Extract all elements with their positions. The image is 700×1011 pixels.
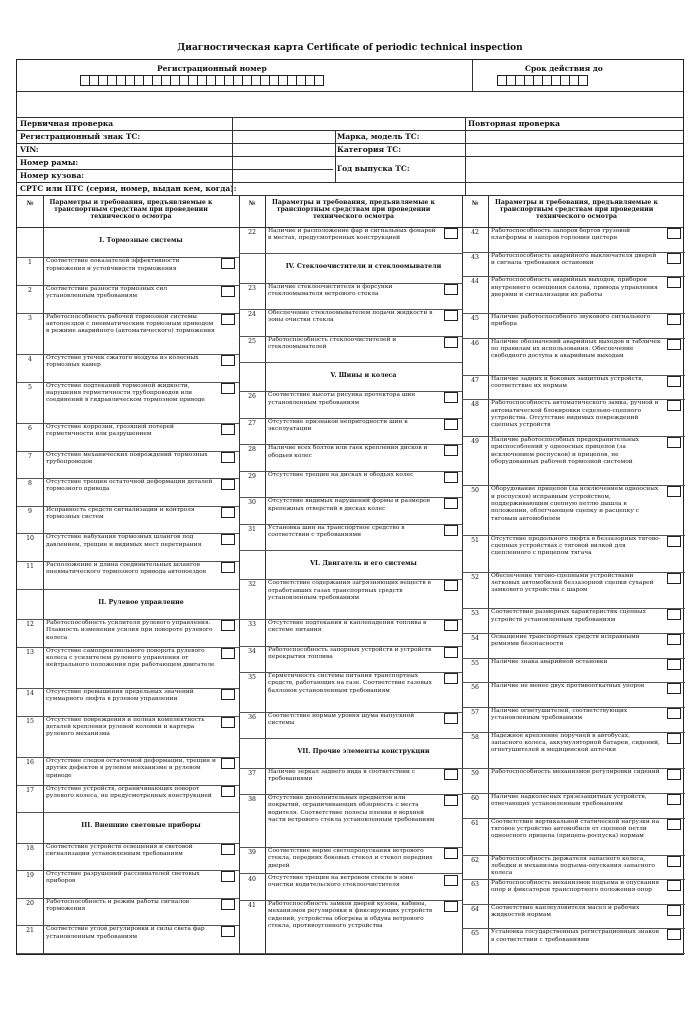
result-checkbox[interactable] xyxy=(667,905,681,916)
item-requirement: Работоспособность замков дверей кузова, кабины, механизмов регулировки и фиксирующих устройств сидений, устройства обогрева и обдува ветрового стекла, противоугонного устройства xyxy=(268,901,433,929)
column-number-header: № xyxy=(26,200,34,207)
result-checkbox[interactable] xyxy=(667,929,681,940)
item-requirement: Установка государственных регистрационных знаков в соответствии с требованиями xyxy=(491,929,659,943)
item-requirement: Отсутствие превышения предельных значений суммарного люфта в рулевом управлении xyxy=(46,688,194,703)
item-number: 49 xyxy=(471,438,479,446)
checklist-row xyxy=(462,338,685,375)
result-checkbox[interactable] xyxy=(444,647,458,658)
section-header xyxy=(239,550,462,579)
item-number: 33 xyxy=(248,621,256,629)
result-checkbox[interactable] xyxy=(667,634,681,645)
item-number: 4 xyxy=(28,355,32,363)
column-number-header: № xyxy=(471,200,479,207)
result-checkbox[interactable] xyxy=(221,786,235,797)
item-requirement: Отсутствие признаков непригодности шин к эксплуатации xyxy=(268,418,408,433)
item-number: 14 xyxy=(26,689,34,697)
item-requirement: Наличие стеклоочистителя и форсунки стеклоомывателя ветрового стекла xyxy=(268,283,393,297)
result-checkbox[interactable] xyxy=(444,228,458,239)
result-checkbox[interactable] xyxy=(444,713,458,724)
checklist-row xyxy=(462,399,685,436)
checklist-row xyxy=(239,283,462,309)
item-number: 46 xyxy=(471,339,479,347)
result-checkbox[interactable] xyxy=(221,258,235,269)
item-requirement: Работоспособность запоров бортов грузовой платформы и запоров горловин цистерн xyxy=(491,228,631,242)
section-title: VII. Прочие элементы конструкции xyxy=(297,747,430,755)
result-checkbox[interactable] xyxy=(444,769,458,780)
item-requirement: Установка шин на транспортное средство в соответствии с требованиями xyxy=(268,524,405,539)
result-checkbox[interactable] xyxy=(667,486,681,497)
item-number: 55 xyxy=(471,659,479,667)
item-number: 5 xyxy=(28,383,32,391)
column-number-header: № xyxy=(248,200,256,207)
item-number: 62 xyxy=(471,856,479,864)
checklist-row xyxy=(462,707,685,732)
result-checkbox[interactable] xyxy=(667,733,681,744)
result-checkbox[interactable] xyxy=(667,277,681,288)
checklist-row xyxy=(239,874,462,900)
checklist-row xyxy=(239,524,462,550)
item-number: 40 xyxy=(248,875,256,883)
item-number: 36 xyxy=(248,713,256,721)
checklist-row xyxy=(462,928,685,953)
result-checkbox[interactable] xyxy=(667,400,681,411)
item-number: 7 xyxy=(28,452,32,460)
result-checkbox[interactable] xyxy=(221,648,235,659)
item-requirement: Отсутствие видимых нарушений формы и размеров крепежных отверстий в дисках колес xyxy=(268,498,430,512)
section-header xyxy=(17,812,239,842)
item-requirement: Наличие зеркал заднего вида в соответствии с требованиями xyxy=(268,768,416,782)
result-checkbox[interactable] xyxy=(444,419,458,430)
inspection-form xyxy=(16,59,684,955)
checklist-row xyxy=(239,794,462,847)
item-requirement: Работоспособность аварийного выключателя дверей и сигнала требования остановки xyxy=(491,252,657,266)
item-number: 65 xyxy=(471,930,479,938)
result-checkbox[interactable] xyxy=(444,525,458,536)
result-checkbox[interactable] xyxy=(221,926,235,937)
checklist-row xyxy=(17,785,239,813)
result-checkbox[interactable] xyxy=(667,609,681,620)
result-checkbox[interactable] xyxy=(667,856,681,867)
item-requirement: Соответствие норме светопропускания ветрового стекла, передних боковых стекол и стекол передних дверей xyxy=(268,848,433,869)
section-header xyxy=(17,589,239,619)
item-number: 54 xyxy=(471,635,479,643)
item-requirement: Работоспособность автоматического замка, ручной и автоматической блокировки седельно-сцепного устройства. Отсутствие видимых повреждений сцепных устройств xyxy=(491,400,659,429)
item-requirement: Отсутствие устройств, ограничивающих поворот рулевого колеса, не предусмотренных конструкцией xyxy=(46,785,212,799)
item-number: 20 xyxy=(26,899,34,907)
checklist-row xyxy=(17,533,239,561)
item-number: 51 xyxy=(471,536,479,544)
result-checkbox[interactable] xyxy=(444,284,458,295)
item-number: 37 xyxy=(248,769,256,777)
checklist-row xyxy=(239,619,462,645)
item-requirement: Соответствие углов регулировки и силы света фар установленным требованиям xyxy=(46,926,205,940)
checklist-row xyxy=(462,768,685,793)
checklist-row xyxy=(17,451,239,479)
item-requirement: Соответствие показателей эффективности торможения и устойчивости торможения xyxy=(46,258,180,272)
item-number: 24 xyxy=(248,311,256,319)
item-requirement: Соответствие вертикальной статической нагрузки на тяговое устройство автомобиля от сцепной петли одноосного прицепа (прицепа-роспуска) нормам xyxy=(491,818,660,840)
vin-label: VIN: xyxy=(20,145,39,154)
item-requirement: Отсутствие трещин на дисках и ободьях колес xyxy=(268,471,414,478)
result-checkbox[interactable] xyxy=(667,573,681,584)
section-title: III. Внешние световые приборы xyxy=(81,822,201,830)
item-requirement: Наличие огнетушителей, соответствующих установленным требованиям xyxy=(491,707,628,722)
item-number: 1 xyxy=(28,259,32,267)
result-checkbox[interactable] xyxy=(667,769,681,780)
checklist-row xyxy=(17,506,239,534)
item-requirement: Герметичность системы питания транспортных средств, работающих на газе. Соответствие газовых баллонов установленным требованиям xyxy=(268,673,432,694)
item-requirement: Работоспособность стеклоочистителей и стеклоомывателей xyxy=(268,336,397,350)
checklist-row xyxy=(239,768,462,794)
checklist-row xyxy=(462,818,685,855)
result-checkbox[interactable] xyxy=(667,314,681,325)
checklist-row xyxy=(462,313,685,338)
item-number: 3 xyxy=(28,314,32,322)
item-requirement: Соответствие разности тормозных сил установленным требованиям xyxy=(46,285,168,300)
item-requirement: Соответствие размерных характеристик сцепных устройств установленным требованиям xyxy=(491,609,646,623)
section-header xyxy=(239,738,462,767)
item-number: 19 xyxy=(26,872,34,880)
result-checkbox[interactable] xyxy=(221,562,235,573)
item-requirement: Оснащение транспортных средств исправными ремнями безопасности xyxy=(491,634,640,648)
checklist-row xyxy=(462,658,685,683)
repeat-check-label: Повторная проверка xyxy=(468,119,560,128)
checklist-row xyxy=(17,478,239,506)
checklist-row xyxy=(239,227,462,253)
result-checkbox[interactable] xyxy=(221,507,235,518)
result-checkbox[interactable] xyxy=(444,445,458,456)
item-number: 15 xyxy=(26,717,34,725)
valid-until-label: Срок действия до xyxy=(525,64,603,73)
item-number: 60 xyxy=(471,795,479,803)
section-header xyxy=(239,362,462,391)
item-requirement: Исправность средств сигнализации и контроля тормозных систем xyxy=(46,506,195,521)
checklist-row xyxy=(462,904,685,929)
item-number: 52 xyxy=(471,573,479,581)
item-number: 35 xyxy=(248,674,256,682)
item-requirement: Работоспособность рабочей тормозной системы автопоездов с пневматическим тормозным приводом в режиме аварийного (автоматического) торможения xyxy=(46,313,215,335)
result-checkbox[interactable] xyxy=(444,392,458,403)
item-requirement: Отсутствие продольного люфта в беззазорных тягово-сцепных устройствах с тяговой вилкой для сцепленного с прицепом тягача xyxy=(491,535,661,557)
result-checkbox[interactable] xyxy=(667,228,681,239)
checklist-row xyxy=(239,646,462,672)
result-checkbox[interactable] xyxy=(221,758,235,769)
item-number: 53 xyxy=(471,610,479,618)
section-title: IV. Стеклоочистители и стеклоомыватели xyxy=(285,263,442,271)
section-header xyxy=(239,253,462,282)
item-number: 44 xyxy=(471,278,479,286)
checklist-row xyxy=(17,898,239,926)
item-requirement: Работоспособность механизмов регулировки сидений xyxy=(491,769,660,776)
item-number: 58 xyxy=(471,733,479,741)
result-checkbox[interactable] xyxy=(667,880,681,891)
result-checkbox[interactable] xyxy=(221,424,235,435)
checklist-row xyxy=(17,423,239,451)
reg-number-label: Регистрационный номер xyxy=(157,64,267,73)
item-requirement: Отсутствие разрушений рассеивателей световых приборов xyxy=(46,871,200,885)
item-number: 26 xyxy=(248,393,256,401)
item-requirement: Отсутствие следов остаточной деформации, трещин и других дефектов в рулевом механизме и рулевом приводе xyxy=(46,758,216,779)
result-checkbox[interactable] xyxy=(444,337,458,348)
checklist-row xyxy=(17,688,239,716)
item-number: 12 xyxy=(26,620,34,628)
item-number: 59 xyxy=(471,770,479,778)
checklist-row xyxy=(239,444,462,470)
result-checkbox[interactable] xyxy=(667,819,681,830)
item-requirement: Работоспособность и режим работы сигналов торможения xyxy=(46,898,190,913)
item-number: 16 xyxy=(26,759,34,766)
reg-digit-box-27[interactable] xyxy=(314,75,324,86)
section-title: VI. Двигатель и его системы xyxy=(310,559,417,567)
checklist-row xyxy=(239,847,462,873)
item-number: 27 xyxy=(248,419,256,427)
date-digit-box-10[interactable] xyxy=(578,75,588,86)
item-number: 21 xyxy=(26,927,34,935)
body-number-label: Номер кузова: xyxy=(20,171,85,180)
checklist-row xyxy=(239,471,462,497)
item-requirement: Наличие работоспособного звукового сигнального прибора xyxy=(491,314,651,328)
result-checkbox[interactable] xyxy=(444,498,458,509)
item-requirement: Отсутствие трещин на ветровом стекле в зоне очистки водительского стеклоочистителя xyxy=(268,874,414,888)
result-checkbox[interactable] xyxy=(667,708,681,719)
item-number: 42 xyxy=(471,229,479,236)
checklist-row xyxy=(462,793,685,818)
result-checkbox[interactable] xyxy=(221,452,235,463)
item-number: 18 xyxy=(26,844,34,852)
item-number: 28 xyxy=(248,446,256,454)
checklist-row xyxy=(17,354,239,382)
result-checkbox[interactable] xyxy=(444,901,458,912)
result-checkbox[interactable] xyxy=(444,310,458,321)
result-checkbox[interactable] xyxy=(444,848,458,859)
item-requirement: Наличие всех болтов или гаек крепления дисков и ободьев колес xyxy=(268,445,428,459)
section-header xyxy=(17,227,239,257)
result-checkbox[interactable] xyxy=(221,689,235,700)
item-requirement: Оборудование прицепов (за исключением одноосных и роспусков) исправным устройством, поддерживающим сцепную петлю дышла в положении, облегчающем сцепку и расцепку с тяговым автомобилем xyxy=(491,486,659,522)
result-checkbox[interactable] xyxy=(667,253,681,264)
checklist-row xyxy=(462,732,685,769)
checklist-row xyxy=(462,633,685,658)
item-number: 30 xyxy=(248,499,256,507)
checklist-row xyxy=(462,227,685,252)
result-checkbox[interactable] xyxy=(667,683,681,694)
checklist-row xyxy=(462,879,685,904)
checklist-row xyxy=(17,313,239,354)
result-checkbox[interactable] xyxy=(221,286,235,297)
item-number: 22 xyxy=(248,229,256,236)
item-requirement: Работоспособность механизмов подъема и опускания опор и фиксаторов транспортного положения опор xyxy=(491,880,660,894)
checklist-row xyxy=(239,309,462,335)
result-checkbox[interactable] xyxy=(221,355,235,366)
item-requirement: Наличие знака аварийной остановки xyxy=(491,658,608,665)
document-title: Диагностическая карта Certificate of periodic technical inspection xyxy=(177,43,523,53)
item-requirement: Соответствие устройств освещения и световой сигнализации установленным требованиям xyxy=(46,843,193,857)
item-number: 47 xyxy=(471,376,479,384)
checklist-row xyxy=(462,436,685,485)
item-number: 10 xyxy=(26,535,34,543)
item-requirement: Наличие работоспособных предохранительных приспособлений у одноосных прицепов (за исключением роспусков) и прицепов, не оборудованных рабочей тормозной системой xyxy=(491,437,640,466)
item-requirement: Отсутствие механических повреждений тормозных трубопроводов xyxy=(46,451,208,465)
item-number: 29 xyxy=(248,472,256,480)
checklist-row xyxy=(239,900,462,953)
checklist-row xyxy=(17,843,239,871)
section-title: I. Тормозные системы xyxy=(99,237,183,245)
item-requirement: Наличие задних и боковых защитных устройств, соответствие их нормам xyxy=(491,375,644,389)
result-checkbox[interactable] xyxy=(667,659,681,670)
result-checkbox[interactable] xyxy=(221,479,235,490)
checklist-row xyxy=(462,276,685,313)
checklist-row xyxy=(17,382,239,423)
checklist-row xyxy=(462,608,685,633)
result-checkbox[interactable] xyxy=(667,437,681,448)
item-requirement: Отсутствие самопроизвольного поворота рулевого колеса с усилителем рулевого управления от нейтрального положения при работающем двигателе xyxy=(46,647,215,669)
item-requirement: Обеспечение тягово-сцепными устройствами легковых автомобилей беззазорной сцепки сухарей замкового устройства с шаром xyxy=(491,572,654,594)
item-number: 50 xyxy=(471,487,479,495)
item-number: 8 xyxy=(28,480,32,488)
checklist-row xyxy=(17,285,239,313)
item-number: 2 xyxy=(28,286,32,294)
item-requirement: Надежное крепление поручней в автобусах, запасного колеса, аккумуляторной батареи, сидений, огнетушителей и медицинской аптечки xyxy=(491,732,660,754)
item-requirement: Наличие не менее двух противооткатных упоров xyxy=(491,683,645,690)
result-checkbox[interactable] xyxy=(221,871,235,882)
item-number: 48 xyxy=(471,401,479,409)
item-number: 64 xyxy=(471,905,479,913)
result-checkbox[interactable] xyxy=(444,472,458,483)
frame-number-label: Номер рамы: xyxy=(20,158,79,167)
checklist-row xyxy=(17,257,239,285)
result-checkbox[interactable] xyxy=(221,534,235,545)
item-number: 9 xyxy=(28,507,32,515)
checklist-row xyxy=(462,485,685,534)
checklist-row xyxy=(239,418,462,444)
item-number: 57 xyxy=(471,708,479,716)
checklist-row xyxy=(462,855,685,880)
checklist-row xyxy=(239,391,462,417)
item-requirement: Отсутствие утечек сжатого воздуха из колесных тормозных камер xyxy=(46,354,199,369)
result-checkbox[interactable] xyxy=(444,580,458,591)
checklist-row xyxy=(239,579,462,619)
item-number: 31 xyxy=(248,525,256,533)
checklist-row xyxy=(17,870,239,898)
item-requirement: Соответствие содержания загрязняющих веществ в отработавших газах транспортных средств установленным требованиям xyxy=(268,580,431,601)
category-label: Категория ТС: xyxy=(337,145,401,154)
checklist-row xyxy=(239,497,462,523)
item-number: 11 xyxy=(26,563,34,570)
section-title: V. Шины и колеса xyxy=(330,371,397,379)
item-requirement: Отсутствие дополнительных предметов или покрытий, ограничивающих обзорность с места водителя. Соответствие полосы пленки в верхней части ветрового стекла установленным требованиям xyxy=(268,795,435,823)
year-label: Год выпуска ТС: xyxy=(337,164,410,173)
column-params-header: Параметры и требования, предъявляемые к транспортным средствам при проведении технического осмотра xyxy=(495,199,658,220)
checklist-row xyxy=(462,572,685,609)
result-checkbox[interactable] xyxy=(221,899,235,910)
item-requirement: Соответствие высоты рисунка протектора шин установленным требованиям xyxy=(268,392,416,406)
item-number: 39 xyxy=(248,849,256,856)
make-model-label: Марка, модель ТС: xyxy=(337,132,420,141)
item-requirement: Отсутствие трещин остаточной деформации деталей тормозного привода xyxy=(46,479,213,493)
item-requirement: Отсутствие подтеканий тормозной жидкости, нарушения герметичности трубопроводов или соединений в гидравлическом тормозном приводе xyxy=(46,382,205,404)
checklist-row xyxy=(17,619,239,647)
column-params-header: Параметры и требования, предъявляемые к транспортным средствам при проведении технического осмотра xyxy=(49,199,213,220)
item-number: 56 xyxy=(471,684,479,692)
item-number: 34 xyxy=(248,647,256,655)
item-requirement: Работоспособность усилителя рулевого управления. Плавность изменения усилия при повороте рулевого колеса xyxy=(46,619,213,641)
item-number: 32 xyxy=(248,581,256,589)
item-requirement: Работоспособность запорных устройств и устройств перекрытия топлива xyxy=(268,646,432,660)
item-requirement: Соответствие нормам уровня шума выпускной системы xyxy=(268,712,415,727)
result-checkbox[interactable] xyxy=(667,794,681,805)
checklist-row xyxy=(239,712,462,738)
item-number: 63 xyxy=(471,881,479,889)
checklist-row xyxy=(17,561,239,589)
item-requirement: Отсутствие коррозии, грозящей потерей герметичности или разрушением xyxy=(46,423,174,438)
item-number: 45 xyxy=(471,315,479,323)
checklist-row xyxy=(17,757,239,785)
result-checkbox[interactable] xyxy=(444,875,458,886)
item-requirement: Работоспособность держателя запасного колеса, лебедки и механизма подъема-опускания запасного колеса xyxy=(491,855,655,877)
primary-check-label: Первичная проверка xyxy=(20,119,114,128)
item-number: 41 xyxy=(248,902,256,909)
column-params-header: Параметры и требования, предъявляемые к транспортным средствам при проведении технического осмотра xyxy=(272,199,435,220)
checklist-row xyxy=(17,647,239,688)
result-checkbox[interactable] xyxy=(221,844,235,855)
item-number: 13 xyxy=(26,648,34,656)
item-number: 25 xyxy=(248,337,256,345)
result-checkbox[interactable] xyxy=(221,383,235,394)
item-requirement: Наличие надколесных грязезащитных устройств, отвечающих установленным требованиям xyxy=(491,794,647,808)
result-checkbox[interactable] xyxy=(221,314,235,325)
item-requirement: Обеспечение стеклоомывателем подачи жидкости в зоны очистки стекла xyxy=(268,310,433,324)
result-checkbox[interactable] xyxy=(444,795,458,806)
reg-sign-label: Регистрационный знак ТС: xyxy=(20,132,141,141)
checklist-row xyxy=(462,682,685,707)
checklist-row xyxy=(462,535,685,572)
reg-number-boxes[interactable] xyxy=(80,75,323,86)
result-checkbox[interactable] xyxy=(667,339,681,350)
item-requirement: Соответствие каплеуловителя масел и рабочих жидкостей нормам xyxy=(491,904,640,919)
item-number: 38 xyxy=(248,796,256,804)
item-requirement: Расположение и длина соединительных шлангов пневматического тормозного привода автопоездов xyxy=(46,562,207,576)
result-checkbox[interactable] xyxy=(667,536,681,547)
item-requirement: Отсутствие подтекания и каплепадения топлива в системе питания xyxy=(268,620,427,634)
srts-label: СРТС или ПТС (серия, номер, выдан кем, когда): xyxy=(20,184,237,193)
item-number: 43 xyxy=(471,253,479,261)
item-requirement: Отсутствие набухания тормозных шлангов под давлением, трещин и видимых мест перетирания xyxy=(46,534,202,548)
item-requirement: Отсутствие повреждения и полная комплектность деталей крепления рулевой колонки и картера рулевого механизма xyxy=(46,716,205,738)
valid-until-boxes[interactable] xyxy=(497,75,587,86)
checklist-row xyxy=(17,716,239,757)
item-number: 23 xyxy=(248,284,256,292)
item-requirement: Наличие обозначений аварийных выходов и табличек по правилам их использования. Обеспечение свободного доступа к аварийным выходам xyxy=(491,338,661,360)
section-title: II. Рулевое управление xyxy=(98,598,184,606)
checklist-row xyxy=(462,252,685,277)
item-number: 61 xyxy=(471,819,479,827)
result-checkbox[interactable] xyxy=(221,717,235,728)
result-checkbox[interactable] xyxy=(444,620,458,631)
result-checkbox[interactable] xyxy=(444,673,458,684)
checklist-row xyxy=(239,672,462,712)
item-number: 6 xyxy=(28,424,32,432)
item-number: 17 xyxy=(26,786,34,794)
item-requirement: Наличие и расположение фар и сигнальных фонарей в местах, предусмотренных конструкцией xyxy=(268,228,436,242)
checklist-row xyxy=(17,925,239,953)
result-checkbox[interactable] xyxy=(667,376,681,387)
result-checkbox[interactable] xyxy=(221,620,235,631)
item-requirement: Работоспособность аварийных выходов, приборов внутреннего освещения салона, привода управления дверями и сигнализации их работы xyxy=(491,277,658,298)
checklist-row xyxy=(239,336,462,362)
checklist-row xyxy=(462,375,685,400)
